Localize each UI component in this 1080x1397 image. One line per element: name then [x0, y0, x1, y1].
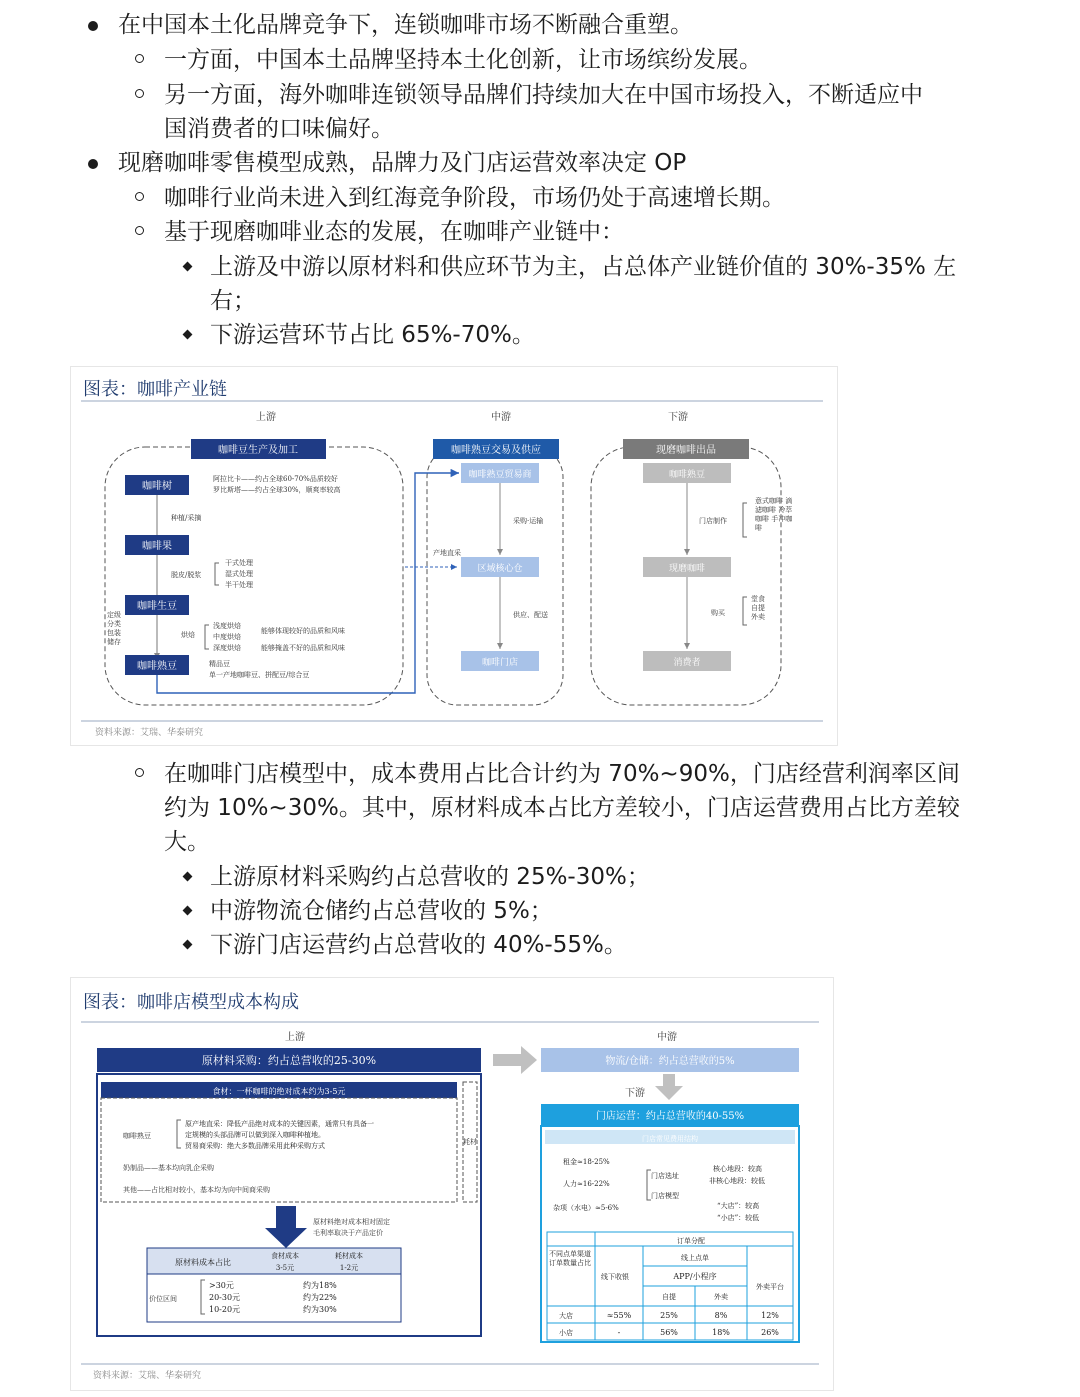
bullet-1: 在中国本土化品牌竞争下，连锁咖啡市场不断融合重塑。 — [118, 8, 693, 42]
consumable-label: 耗材 — [463, 1138, 477, 1146]
supply-label: 供应、配送 — [513, 611, 548, 619]
smallstore-takeout: 18% — [712, 1328, 730, 1337]
smallstore-platform: 26% — [761, 1328, 779, 1337]
transport-label: 采购·运输 — [513, 517, 544, 525]
tree-note-2: 罗比斯塔——约占全球30%，顺爽率较高 — [213, 486, 341, 494]
platform-label: 外卖平台 — [756, 1283, 784, 1291]
tbl-h3b: 1-2元 — [339, 1264, 359, 1272]
bigstore-platform: 12% — [761, 1311, 779, 1320]
bullet-2-2-1-cont: 右； — [210, 288, 256, 314]
core-text: 核心地段：较高 — [713, 1165, 762, 1173]
source-note: 资料来源：艾瑞、华泰研究 — [93, 1371, 202, 1381]
note-2: 毛利率取决于产品定价 — [313, 1229, 383, 1237]
source-note: 资料来源：艾瑞、华泰研究 — [95, 728, 204, 738]
proc-2: 湿式处理 — [225, 570, 253, 578]
figure-cost-structure — [70, 977, 834, 1391]
col-up-label: 上游 — [285, 1032, 305, 1043]
bigstore-selfpick: 25% — [660, 1311, 678, 1320]
plant-label: 种植/采摘 — [171, 514, 202, 522]
node-bean-down: 咖啡熟豆 — [668, 470, 706, 480]
col-up-label: 上游 — [256, 412, 276, 423]
site-label: 门店选址 — [651, 1172, 679, 1180]
tbl-h3a: 耗材成本 — [335, 1252, 363, 1260]
model-label: 门店模型 — [651, 1192, 679, 1200]
bullet-3-cont-2: 大。 — [164, 829, 210, 855]
bullet-3-3: 下游门店运营约占总营收的 40%-55%。 — [210, 928, 627, 962]
bullet-3-1: 上游原材料采购约占总营收的 25%-30%； — [210, 860, 650, 894]
small-text: “小店”：较低 — [717, 1214, 760, 1222]
node-store: 咖啡门店 — [481, 658, 519, 668]
food-header: 食材：一杯咖啡的绝对成本约为3-5元 — [212, 1087, 346, 1096]
price-3: 10-20元 — [209, 1305, 241, 1314]
tbl-h2a: 食材成本 — [271, 1252, 299, 1260]
cost-structure-diagram — [71, 978, 833, 1390]
col-mid-label: 中游 — [657, 1032, 677, 1043]
roast-3: 深度烘焙 — [213, 644, 241, 652]
bullet-3-cont-1: 约为 10%~30%。其中，原材料成本占比方差较小，门店运营费用占比方差较 — [164, 795, 960, 821]
labor-text: 人力≈16-22% — [563, 1180, 610, 1188]
bullet-1-1: 一方面，中国本土品牌坚持本土化创新，让市场缤纷发展。 — [164, 43, 762, 77]
bean-text-2: 定规模的头部品牌可以做到深入咖啡种植地。 — [185, 1131, 325, 1139]
note-1: 原材料绝对成本相对固定 — [313, 1218, 390, 1226]
hdr-mid: 咖啡熟豆交易及供应 — [451, 445, 541, 456]
rent-text: 租金≈18-25% — [563, 1158, 610, 1166]
roast-label: 烘焙 — [181, 631, 195, 639]
col-down-label: 下游 — [625, 1088, 645, 1099]
price-2: 20-30元 — [209, 1293, 241, 1302]
node-green: 咖啡生豆 — [137, 601, 177, 612]
figure-industry-chain — [70, 366, 838, 746]
bigstore-takeout: 8% — [714, 1311, 728, 1320]
smallstore-label: 小店 — [559, 1329, 573, 1337]
mid-header: 物流/仓储：约占总营收的5% — [605, 1056, 735, 1067]
node-consumer: 消费者 — [673, 658, 701, 668]
bullet-3-2: 中游物流仓储约占总营收的 5%； — [210, 894, 553, 928]
roast-1: 浅度烘焙 — [213, 622, 241, 630]
make-label: 门店制作 — [699, 517, 727, 525]
bigstore-offline: ≈55% — [606, 1311, 632, 1320]
roast-2: 中度烘焙 — [213, 633, 241, 641]
other-text: 其他——占比相对较小，基本均为向中间商采购 — [123, 1186, 270, 1194]
smallstore-offline: - — [617, 1328, 621, 1337]
bullet-2-2: 基于现磨咖啡业态的发展，在咖啡产业链中： — [164, 215, 624, 249]
tbl-h2b: 3-5元 — [275, 1264, 295, 1272]
bean-note-1: 精品豆 — [209, 660, 230, 668]
node-tree: 咖啡树 — [142, 481, 172, 492]
bullet-2-2-2: 下游运营环节占比 65%-70%。 — [210, 318, 535, 352]
order-header: 订单分配 — [677, 1237, 705, 1245]
proc-1: 干式处理 — [225, 559, 253, 567]
bullet-2-2-1: 上游及中游以原材料和供应环节为主，占总体产业链价值的 30%-35% 左 — [210, 250, 956, 284]
node-hub: 区域核心仓 — [477, 564, 523, 574]
peel-label: 脱皮/脱浆 — [171, 571, 202, 579]
noncore-text: 非核心地段：较低 — [709, 1177, 765, 1185]
bullet-2: 现磨咖啡零售模型成熟，品牌力及门店运营效率决定 OP — [118, 146, 686, 180]
smallstore-selfpick: 56% — [660, 1328, 678, 1337]
app-label: APP/小程序 — [673, 1272, 717, 1281]
bigstore-label: 大店 — [559, 1312, 573, 1320]
tree-note-1: 阿拉比卡——约占全球60-70%品质较好 — [213, 475, 338, 483]
bullet-3: 在咖啡门店模型中，成本费用占比合计约为 70%~90%，门店经营利润率区间 — [164, 757, 960, 791]
dairy-text: 奶制品——基本均向乳企采购 — [123, 1164, 214, 1172]
figure-title: 图表：咖啡产业链 — [83, 379, 227, 400]
roast-note-2: 能够掩盖不好的品质和风味 — [261, 644, 345, 652]
col-mid-label: 中游 — [491, 412, 511, 423]
down-header: 门店运营：约占总营收的40-55% — [595, 1111, 745, 1122]
price-range-label: 价位区间 — [149, 1295, 177, 1303]
store-sub-header: 门店常见费用结构 — [642, 1135, 698, 1143]
up-header: 原材料采购：约占总营收的25-30% — [201, 1054, 377, 1067]
takeout-label: 外卖 — [714, 1293, 728, 1301]
bullet-1-2: 另一方面，海外咖啡连锁领导品牌们持续加大在中国市场投入，不断适应中 — [164, 78, 923, 112]
online-label: 线上点单 — [681, 1254, 709, 1262]
industry-chain-diagram — [71, 367, 837, 745]
side-label: 定级 分类 包装 储存 — [107, 611, 121, 646]
node-roasted: 咖啡熟豆 — [137, 661, 177, 672]
hdr-up: 咖啡豆生产及加工 — [218, 445, 298, 456]
order-row-label: 不同点单渠道订单数量占比 — [549, 1250, 591, 1267]
node-fresh: 现磨咖啡 — [668, 564, 706, 574]
misc-text: 杂项（水电）≈5-6% — [553, 1204, 619, 1212]
pct-1: 约为18% — [303, 1281, 337, 1290]
big-text: “大店”：较高 — [717, 1202, 760, 1210]
pct-3: 约为30% — [303, 1305, 337, 1314]
direct-label: 产地直采 — [433, 549, 461, 557]
proc-3: 半干处理 — [225, 581, 253, 589]
bean-text-3: 贸易商采购：绝大多数品牌采用此种采购方式 — [185, 1142, 325, 1150]
channels-list: 堂食 自提 外卖 — [751, 595, 765, 621]
node-fruit: 咖啡果 — [142, 541, 172, 552]
price-1: >30元 — [209, 1281, 234, 1290]
node-trader: 咖啡熟豆贸易商 — [468, 470, 532, 480]
roast-note-1: 能够体现较好的品质和风味 — [261, 627, 345, 635]
bean-note-2: 单一产地咖啡豆、拼配豆/综合豆 — [209, 671, 310, 679]
offline-label: 线下收银 — [601, 1273, 629, 1281]
col-down-label: 下游 — [668, 412, 688, 423]
pct-2: 约为22% — [303, 1293, 337, 1302]
bean-label: 咖啡熟豆 — [123, 1132, 151, 1140]
drinks-list: 意式咖啡 滴滤咖啡 冷萃咖啡 手冲咖啡 — [755, 497, 793, 532]
buy-label: 购买 — [711, 609, 725, 617]
figure-title: 图表：咖啡店模型成本构成 — [83, 992, 299, 1013]
bean-text-1: 原产地直采：降低产品绝对成本的关键因素，通常只有具备一 — [185, 1120, 374, 1128]
selfpick-label: 自提 — [662, 1293, 676, 1301]
bullet-1-2-cont: 国消费者的口味偏好。 — [164, 116, 394, 142]
hdr-down: 现磨咖啡出品 — [656, 445, 716, 456]
tbl-h1: 原材料成本占比 — [175, 1258, 231, 1267]
bullet-2-1: 咖啡行业尚未进入到红海竞争阶段，市场仍处于高速增长期。 — [164, 181, 785, 215]
